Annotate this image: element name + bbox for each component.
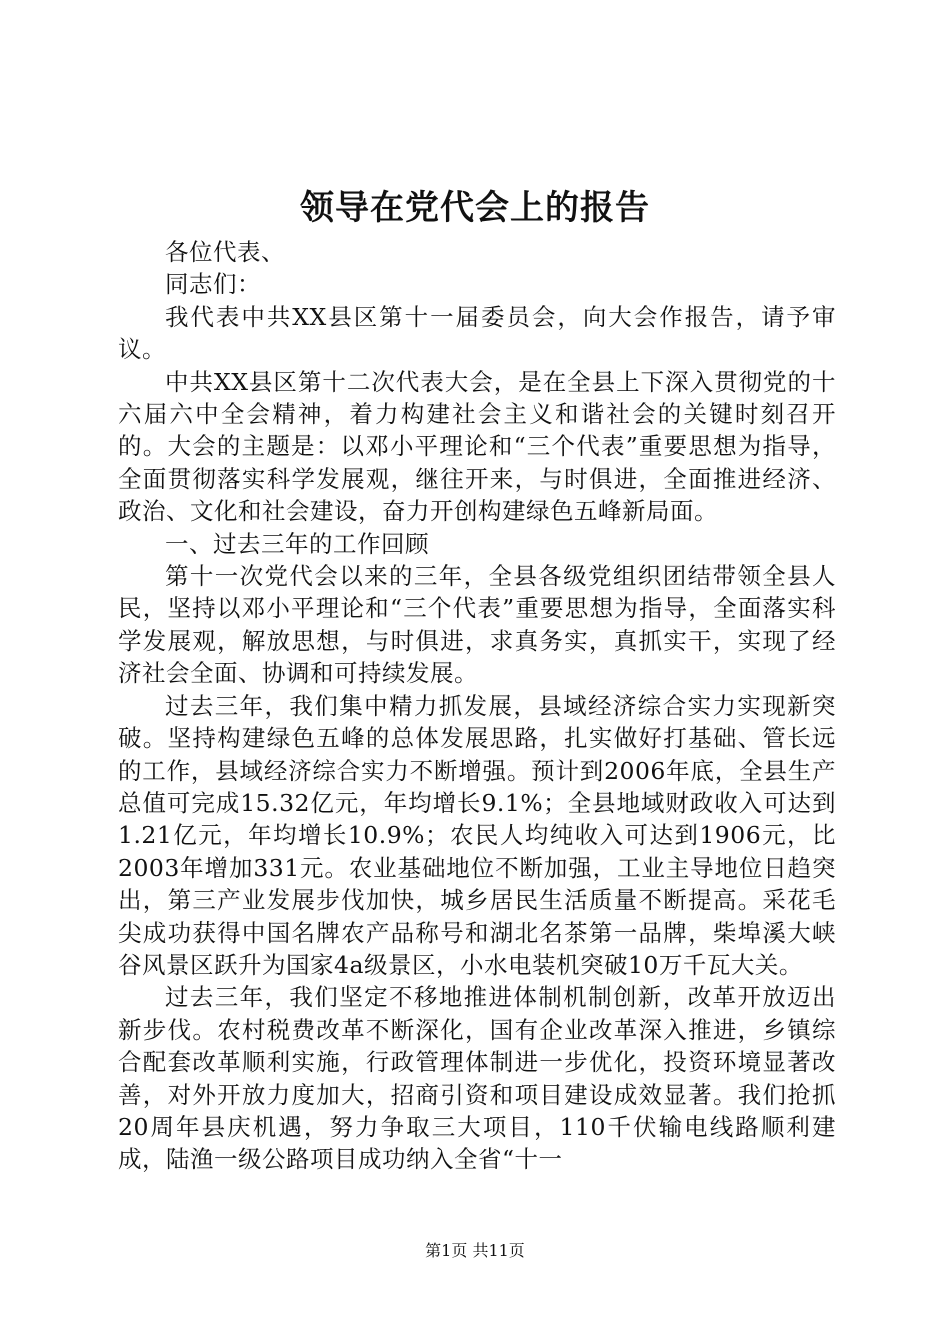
salutation-line-1: 各位代表、: [165, 238, 285, 266]
paragraph-economy: 过去三年，我们集中精力抓发展，县域经济综合实力实现新突破。坚持构建绿色五峰的总体发展思路，扎实做好打基础、管长远的工作，县域经济综合实力不断增强。预计到2006年底，全县生产总值可完成15.32亿元，年均增长9.1%；全县地域财政收入可达到1.21亿元，年均增长10.9%；农民人均纯收入可达到1906元，比2003年增加331元。农业基础地位不断加强，工业主导地位日趋突出，第三产业发展步伐加快，城乡居民生活质量不断提高。采花毛尖成功获得中国名牌农产品称号和湖北名茶第一品牌，柴埠溪大峡谷风景区跃升为国家4a级景区，小水电装机突破10万千瓦大关。: [118, 691, 836, 979]
page-number-footer: 第1页 共11页: [425, 1241, 525, 1260]
paragraph-review: 第十一次党代会以来的三年，全县各级党组织团结带领全县人民，坚持以邓小平理论和“三个代表”重要思想为指导，全面落实科学发展观，解放思想，与时俱进，求真务实，真抓实干，实现了经济社会全面、协调和可持续发展。: [118, 562, 836, 688]
paragraph-intro: 我代表中共XX县区第十一届委员会，向大会作报告，请予审议。: [118, 302, 836, 364]
section-heading: 一、过去三年的工作回顾: [165, 529, 429, 558]
document-title: 领导在党代会上的报告: [300, 188, 650, 228]
paragraph-theme: 中共XX县区第十二次代表大会，是在全县上下深入贯彻党的十六届六中全会精神，着力构建社会主义和谐社会的关键时刻召开的。大会的主题是：以邓小平理论和“三个代表”重要思想为指导，全面贯彻落实科学发展观，继往开来，与时俱进，全面推进经济、政治、文化和社会建设，奋力开创构建绿色五峰新局面。: [118, 367, 836, 526]
salutation-line-2: 同志们：: [165, 270, 261, 299]
document-body: [118, 236, 836, 1176]
paragraph-reform: 过去三年，我们坚定不移地推进体制机制创新，改革开放迈出新步伐。农村税费改革不断深化，国有企业改革深入推进，乡镇综合配套改革顺利实施，行政管理体制进一步优化，投资环境显著改善，对外开放力度加大，招商引资和项目建设成效显著。我们抢抓20周年县庆机遇，努力争取三大项目，110千伏输电线路顺利建成，陆渔一级公路项目成功纳入全省“十一: [118, 983, 836, 1174]
